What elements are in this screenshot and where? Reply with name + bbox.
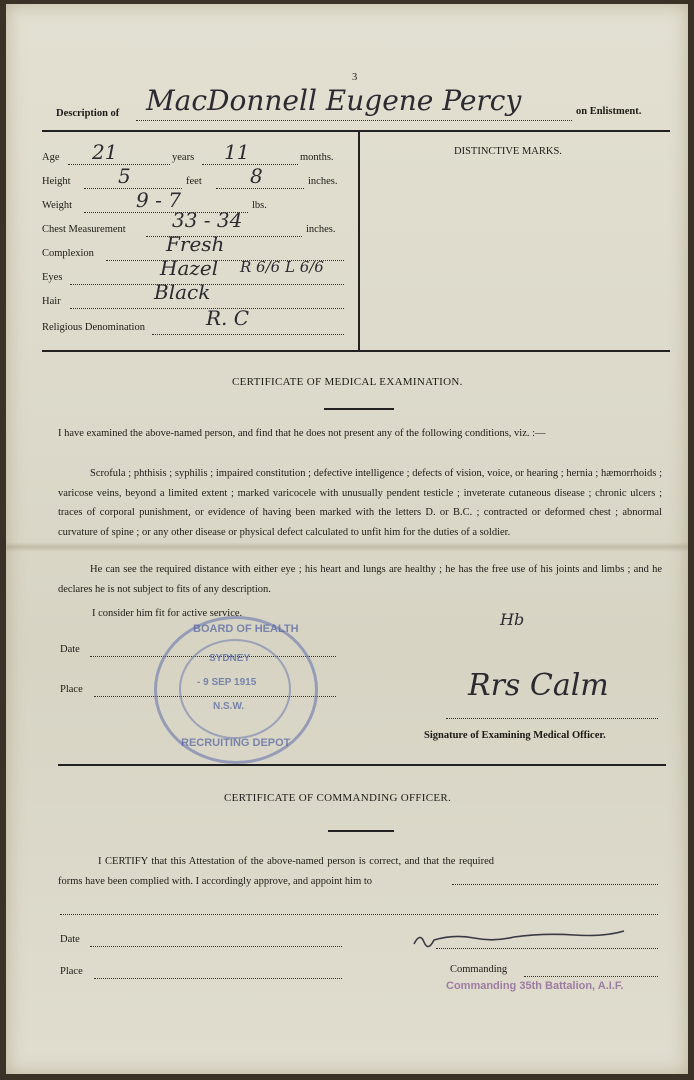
- table-bottom-rule: [42, 350, 670, 352]
- weight-value: 9 - 7: [136, 188, 181, 212]
- hair-label: Hair: [42, 296, 61, 307]
- section-divider: [58, 764, 666, 766]
- header-suffix: on Enlistment.: [576, 106, 642, 117]
- stamp-recruiting-depot: RECRUITING DEPOT: [181, 737, 291, 749]
- eyes-value: Hazel: [160, 256, 219, 280]
- stamp-state: N.S.W.: [213, 701, 245, 712]
- commanding-date-label: Date: [60, 934, 80, 945]
- hair-value: Black: [154, 280, 211, 304]
- chest-label: Chest Measurement: [42, 224, 126, 235]
- title-underline: [324, 408, 394, 410]
- eyes-label: Eyes: [42, 272, 63, 283]
- religion-label: Religious Denomination: [42, 322, 145, 333]
- battalion-stamp: Commanding 35th Battalion, A.I.F.: [446, 980, 624, 992]
- distinctive-marks-label: DISTINCTIVE MARKS.: [454, 146, 562, 157]
- months-label: months.: [300, 152, 334, 163]
- medical-place-label: Place: [60, 684, 83, 695]
- stamp-date: - 9 SEP 1915: [197, 677, 257, 688]
- commanding-label: Commanding: [450, 964, 508, 975]
- years-label: years: [172, 152, 195, 163]
- medical-officer-signature: Rrs Calm: [468, 668, 609, 703]
- commanding-certificate-title: CERTIFICATE OF COMMANDING OFFICER.: [224, 792, 452, 804]
- height-feet: 5: [118, 164, 131, 188]
- age-years: 21: [92, 140, 118, 164]
- chest-value: 33 - 34: [172, 208, 243, 232]
- commanding-certify-para: I CERTIFY that this Attestation of the above-named person is correct, and that the required forms have been complied with. I accordingly approve, and appoint him to: [58, 856, 494, 887]
- medical-conditions-list: Scrofula ; phthisis ; syphilis ; impaired constitution ; defective intelligence ; defects of vision, voice, or hearing ; hernia ; hæmorrhoids ; varicose veins, beyond a limited extent ; marked varicocele with unusually pendent testicle ; inveterate cutaneous disease ; chronic ulcers ; traces of corporal punishment, or evidence of having been marked with the letters D. or B.C. ; contracted or deformed chest ; abnormal curvature of spine ; or any other disease or physical defect calculated to unfit him for the duties of a soldier.: [58, 468, 662, 538]
- eyes-vision-note: R 6/6 L 6/6: [240, 258, 324, 276]
- page-number: 3: [352, 72, 358, 83]
- table-top-rule: [42, 130, 670, 132]
- weight-label: Weight: [42, 200, 73, 211]
- height-inches: 8: [250, 164, 263, 188]
- stamp-board-of-health: BOARD OF HEALTH: [193, 623, 299, 635]
- lbs-label: lbs.: [252, 200, 267, 211]
- medical-para-1: I have examined the above-named person, and find that he does not present any of the following conditions, viz. :—: [58, 428, 546, 439]
- religion-value: R. C: [206, 306, 250, 330]
- feet-label: feet: [186, 176, 202, 187]
- paper-fold: [6, 542, 688, 552]
- medical-officer-initials: Hb: [500, 610, 525, 629]
- stamp-city: SYDNEY: [209, 653, 251, 664]
- age-label: Age: [42, 152, 60, 163]
- table-divider: [358, 132, 360, 352]
- medical-certificate-title: CERTIFICATE OF MEDICAL EXAMINATION.: [232, 376, 463, 388]
- commanding-place-label: Place: [60, 966, 83, 977]
- complexion-value: Fresh: [166, 232, 225, 256]
- fit-for-service-line: I consider him fit for active service.: [92, 608, 243, 619]
- medical-date-label: Date: [60, 644, 80, 655]
- inches-label: inches.: [308, 176, 338, 187]
- signature-label: Signature of Examining Medical Officer.: [424, 730, 606, 741]
- chest-inches-label: inches.: [306, 224, 336, 235]
- commanding-title-underline: [328, 830, 394, 832]
- age-months: 11: [224, 140, 250, 164]
- recruiting-depot-stamp: [154, 616, 318, 764]
- header-prefix: Description of: [56, 108, 120, 119]
- recruit-name: MacDonnell Eugene Percy: [146, 84, 522, 117]
- attestation-form-page: [6, 4, 688, 1074]
- complexion-label: Complexion: [42, 248, 94, 259]
- height-label: Height: [42, 176, 71, 187]
- medical-para-3: He can see the required distance with either eye ; his heart and lungs are healthy ; he has the free use of his joints and limbs ; and he declares he is not subject to fits of any description.: [58, 564, 662, 595]
